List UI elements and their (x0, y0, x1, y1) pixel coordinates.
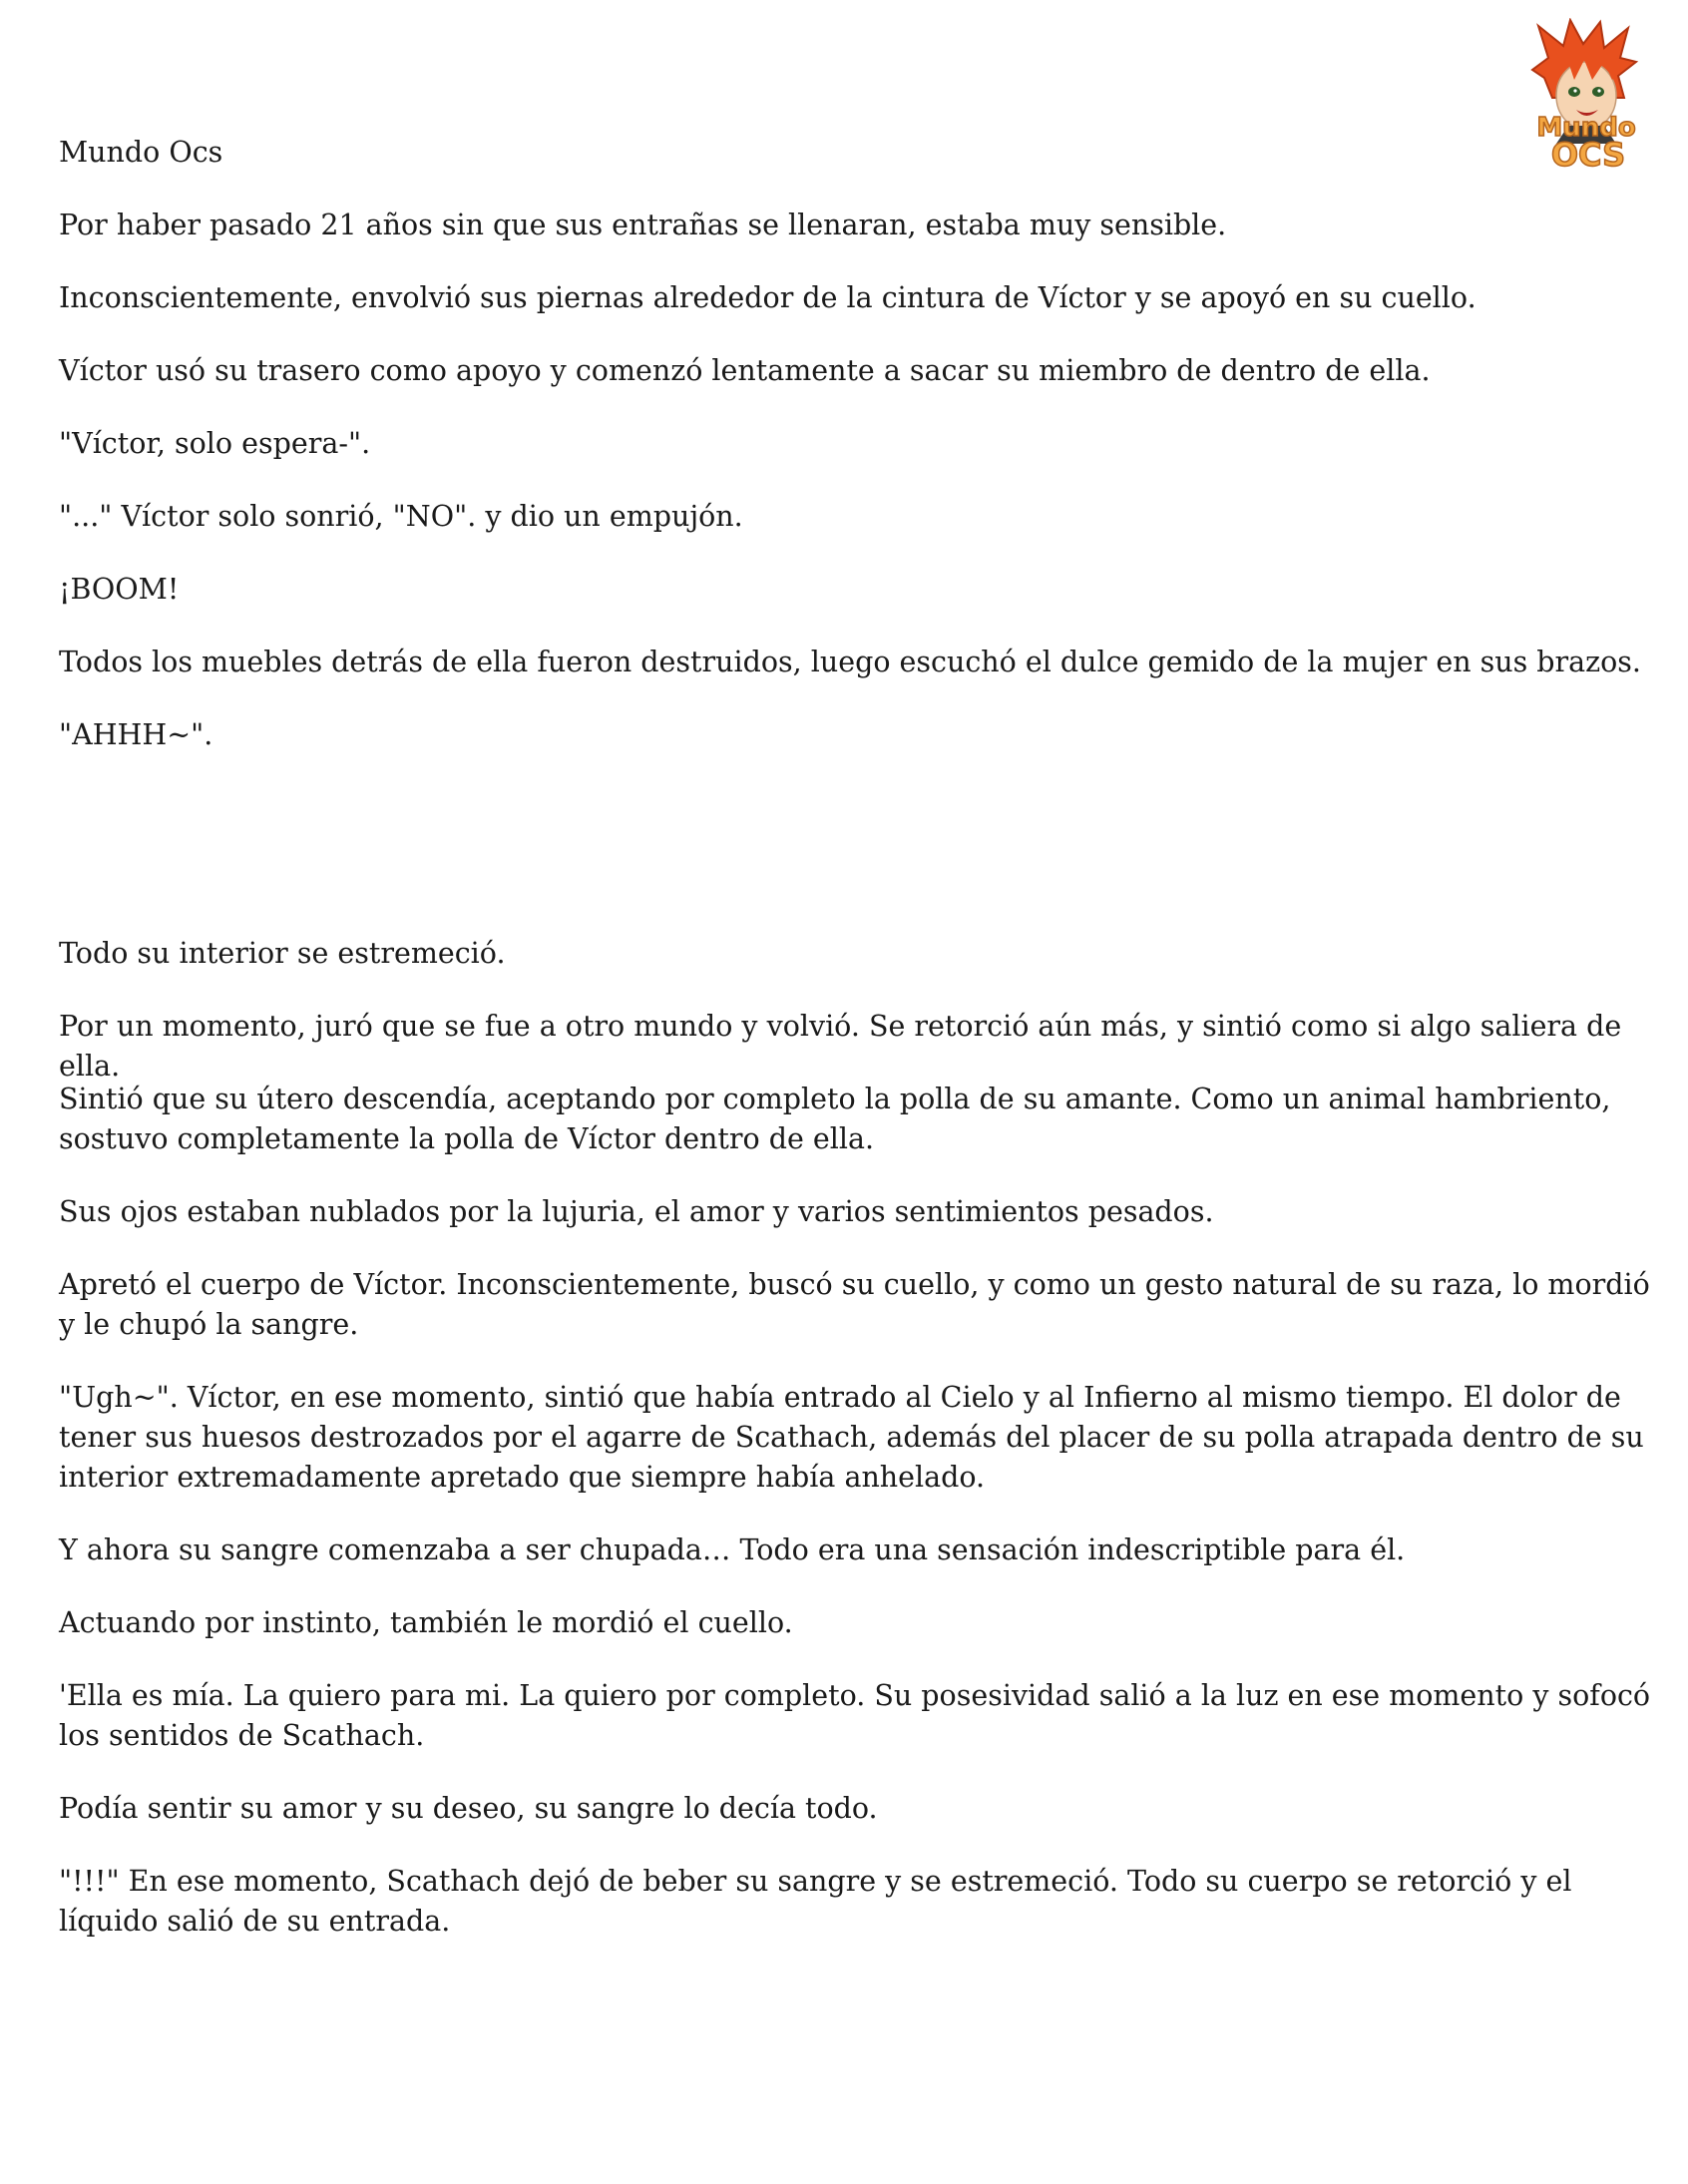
paragraph: "!!!" En ese momento, Scathach dejó de beber su sangre y se estremeció. Todo su cuerpo se retorció y el líquido salió de su entrada. (59, 1865, 1572, 1938)
logo-text-mundo: Mundo (1536, 113, 1636, 143)
paragraph: "Víctor, solo espera-". (59, 427, 371, 460)
paragraph: Actuando por instinto, también le mordió el cuello. (59, 1606, 793, 1639)
paragraph: Todos los muebles detrás de ella fueron destruidos, luego escuchó el dulce gemido de la mujer en sus brazos. (59, 646, 1641, 678)
paragraph: Inconscientemente, envolvió sus piernas alrededor de la cintura de Víctor y se apoyó en su cuello. (59, 281, 1477, 314)
paragraph: Todo su interior se estremeció. (59, 937, 506, 970)
paragraph: 'Ella es mía. La quiero para mi. La quiero por completo. Su posesividad salió a la luz en ese momento y sofocó los sentidos de Scathach. (59, 1679, 1651, 1752)
paragraph: Sus ojos estaban nublados por la lujuria, el amor y varios sentimientos pesados. (59, 1195, 1214, 1228)
paragraph: Por haber pasado 21 años sin que sus entrañas se llenaran, estaba muy sensible. (59, 209, 1227, 241)
paragraph: Apretó el cuerpo de Víctor. Inconscientemente, buscó su cuello, y como un gesto natural de su raza, lo mordió y le chupó la sangre. (59, 1268, 1650, 1341)
paragraph: Podía sentir su amor y su deseo, su sangre lo decía todo. (59, 1792, 878, 1825)
paragraph: Por un momento, juró que se fue a otro mundo y volvió. Se retorció aún más, y sintió como si algo saliera de ella. (59, 1010, 1622, 1083)
paragraph: Y ahora su sangre comenzaba a ser chupada… Todo era una sensación indescriptible para él. (59, 1533, 1406, 1566)
paragraph: ¡BOOM! (59, 573, 180, 606)
paragraph: "..." Víctor solo sonrió, "NO". y dio un empujón. (59, 500, 743, 533)
logo-text-ocs: OCS (1550, 136, 1626, 174)
paragraph: Sintió que su útero descendía, aceptando por completo la polla de su amante. Como un animal hambriento, sostuvo completamente la polla de Víctor dentro de ella. (59, 1083, 1611, 1155)
paragraph: Víctor usó su trasero como apoyo y comenzó lentamente a sacar su miembro de dentro de ella. (59, 354, 1431, 387)
header-label: Mundo Ocs (59, 136, 223, 169)
paragraph: "AHHH~". (59, 718, 213, 751)
paragraph: "Ugh~". Víctor, en ese momento, sintió que había entrado al Cielo y al Infierno al mismo tiempo. El dolor de tener sus huesos destrozados por el agarre de Scathach, además del placer de su polla atrapada dentro de su interior extremadamente apretado que siempre había anhelado. (59, 1381, 1644, 1494)
